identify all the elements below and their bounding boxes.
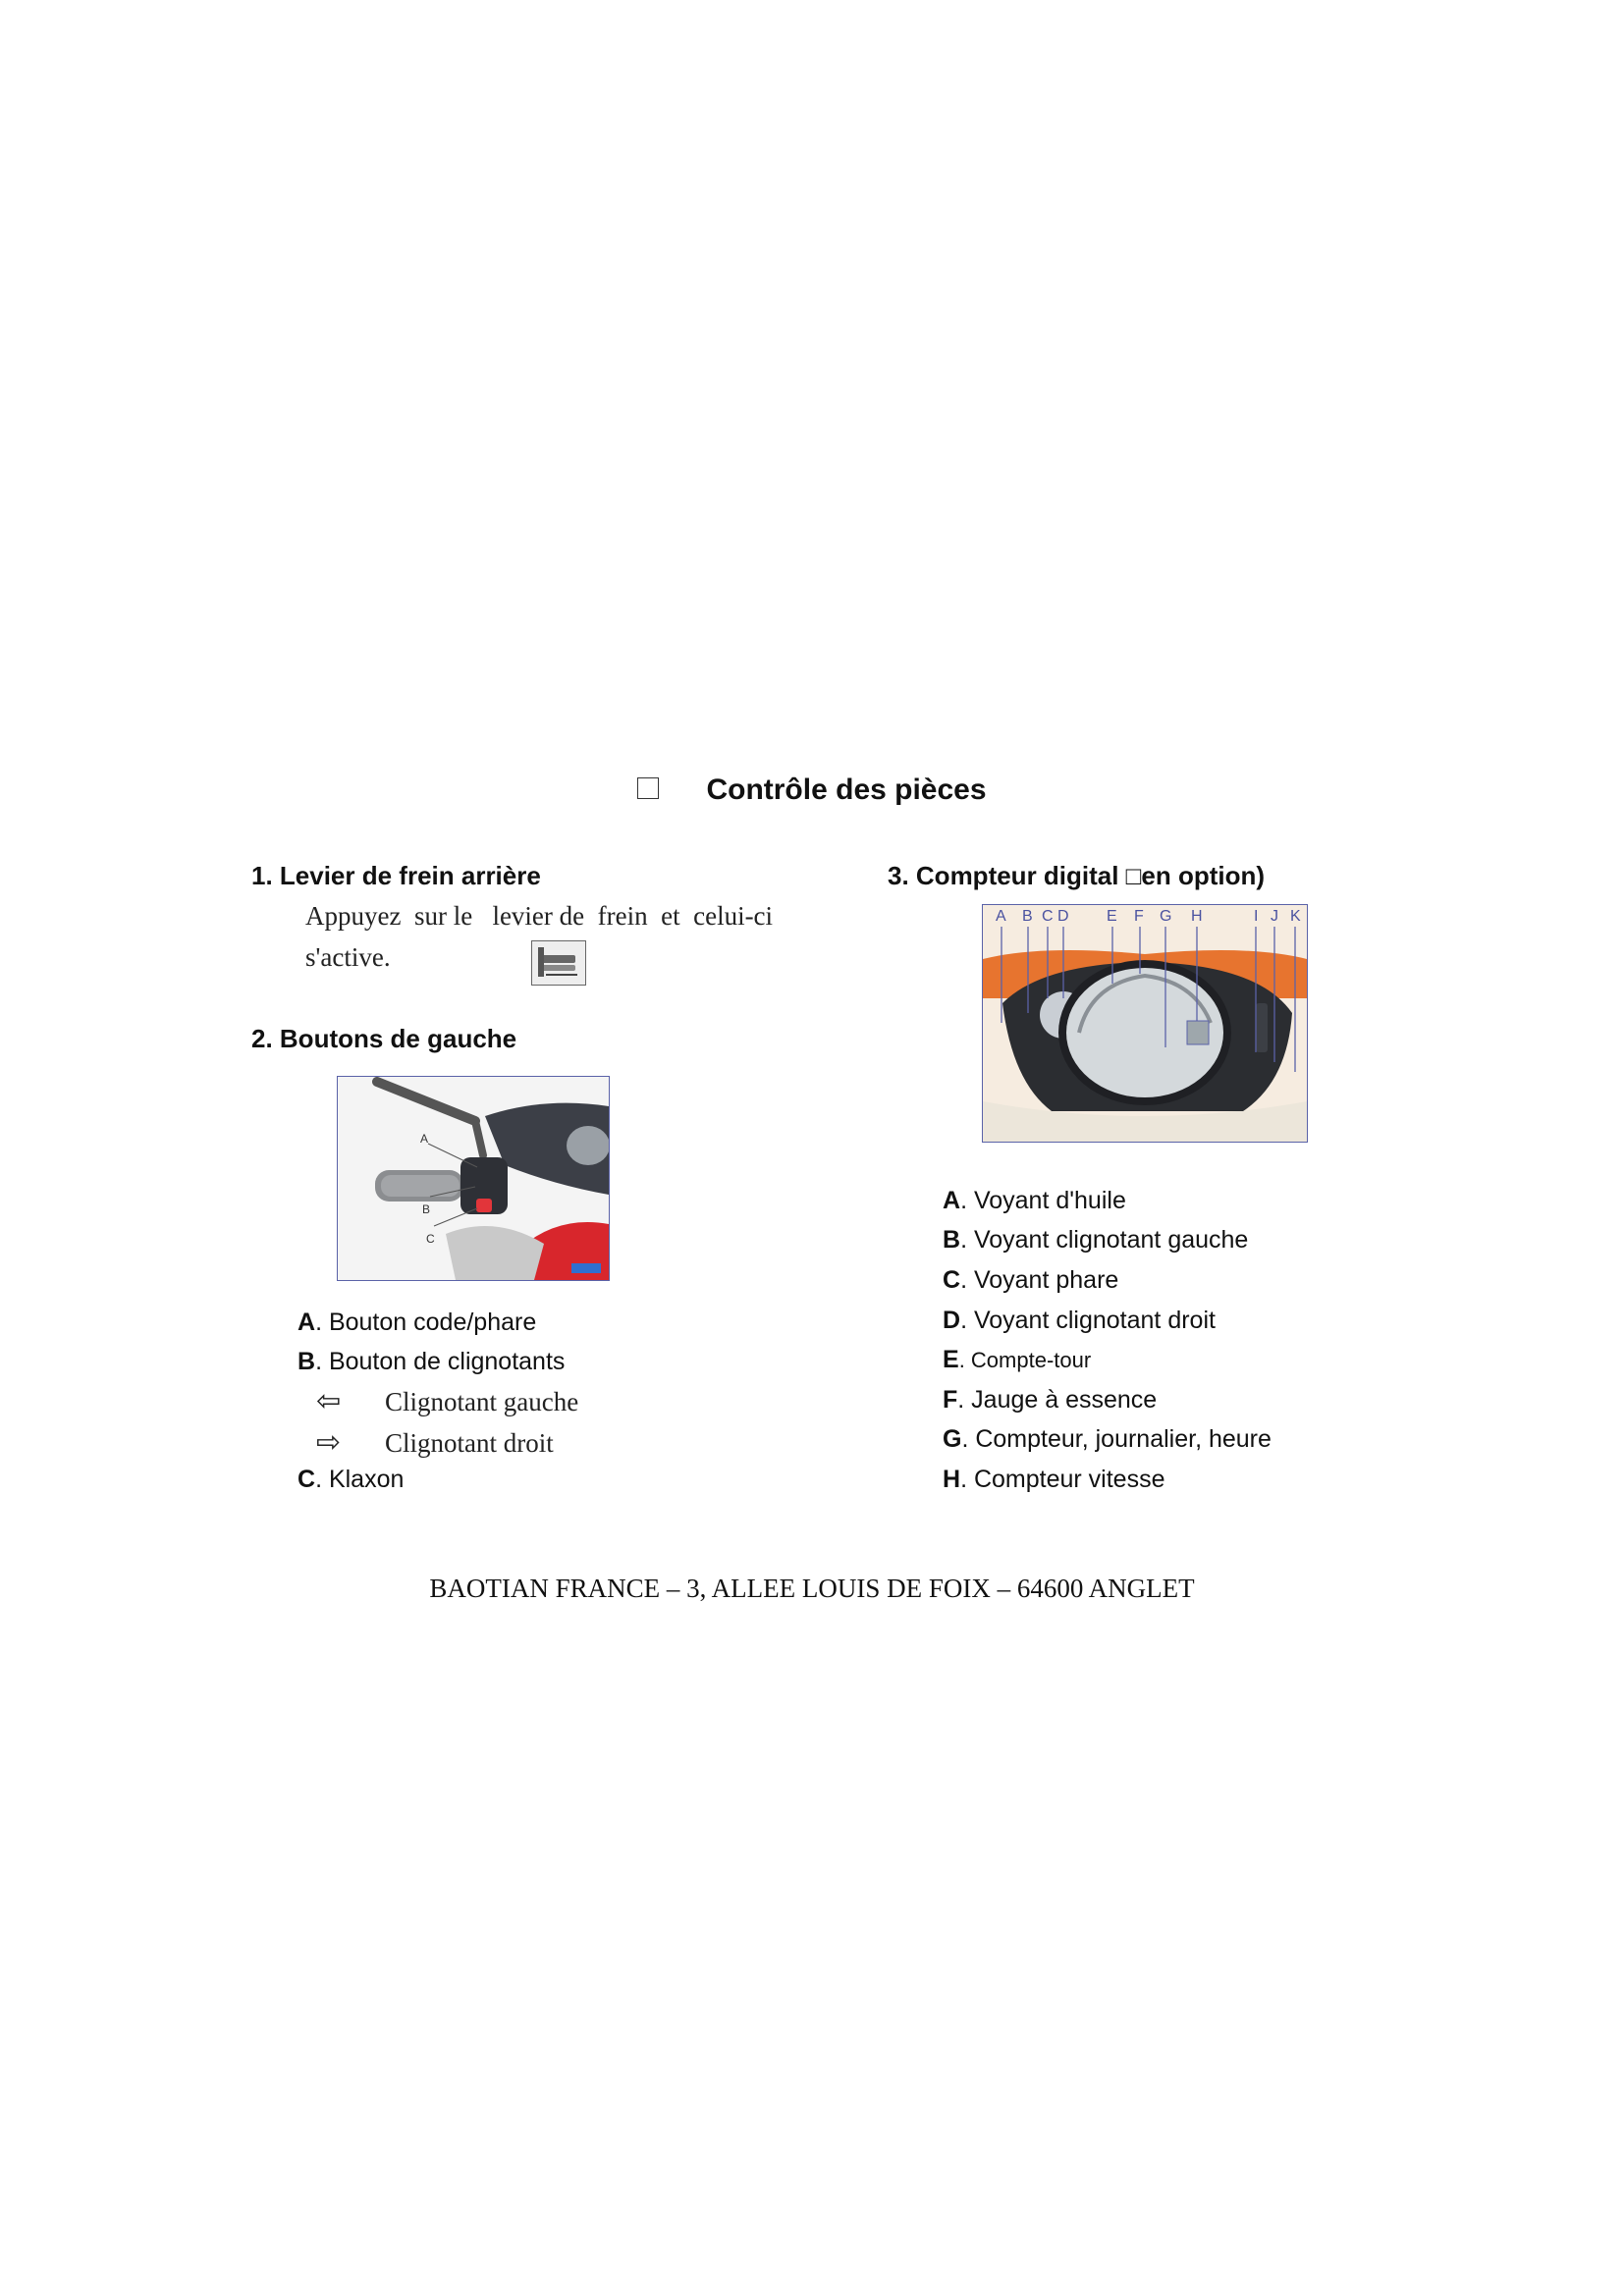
item-text: . Compte-tour (958, 1348, 1092, 1372)
list-item (298, 1466, 404, 1494)
item-letter: E (943, 1346, 959, 1373)
item-text: . Voyant phare (960, 1266, 1119, 1294)
item-text: . Jauge à essence (957, 1386, 1158, 1414)
item-text: . Klaxon (315, 1466, 405, 1493)
figure-label-f: F (1134, 908, 1144, 925)
arrow-left-icon: ⇦ (316, 1384, 342, 1418)
item-letter: F (943, 1386, 958, 1414)
item-letter: B (943, 1226, 961, 1254)
list-item (943, 1307, 1216, 1335)
figure-label-i: I (1254, 908, 1259, 925)
section-3-heading: 3. Compteur digital □en option) (888, 861, 1266, 890)
list-item (943, 1466, 1164, 1494)
figure-label-g: G (1160, 908, 1172, 925)
figure-label-d: D (1057, 908, 1069, 925)
figure-label-a: A (996, 908, 1006, 925)
list-item (298, 1348, 565, 1376)
item-letter: C (298, 1466, 316, 1493)
section-2-heading: 2. Boutons de gauche (251, 1024, 517, 1053)
list-item (298, 1308, 536, 1337)
figure-label-k: K (1290, 908, 1301, 925)
figure-label-a: A (420, 1132, 429, 1146)
figure-label-b: B (422, 1202, 431, 1216)
sub-item-text: Clignotant gauche (385, 1387, 579, 1416)
gauge-labels (983, 908, 1307, 928)
list-item (943, 1386, 1157, 1415)
section-1-heading: 1. Levier de frein arrière (251, 861, 541, 890)
sub-item-right-turn (316, 1425, 554, 1460)
brake-lever-icon (531, 940, 586, 986)
checkbox-icon (637, 777, 659, 799)
item-letter: B (298, 1348, 316, 1375)
list-item (943, 1425, 1272, 1454)
page-footer: BAOTIAN FRANCE – 3, ALLEE LOUIS DE FOIX – 64600 ANGLET (429, 1574, 1195, 1603)
figure-label-j: J (1271, 908, 1278, 925)
item-text: . Voyant clignotant droit (960, 1307, 1216, 1334)
page-title: Contrôle des pièces (0, 774, 1624, 807)
item-text: . Bouton de clignotants (315, 1348, 566, 1375)
item-text: . Compteur vitesse (960, 1466, 1165, 1493)
sub-item-left-turn (316, 1384, 578, 1418)
arrow-right-icon: ⇨ (316, 1425, 342, 1460)
section-1-text-line-2: s'active. (305, 942, 391, 972)
figure-label-b: B (1022, 908, 1033, 925)
figure-label-c: C (426, 1232, 435, 1246)
figure-label-h: H (1191, 908, 1203, 925)
item-letter: C (943, 1266, 961, 1294)
figure-label-e: E (1107, 908, 1117, 925)
item-letter: H (943, 1466, 961, 1493)
sub-item-text: Clignotant droit (385, 1428, 554, 1458)
item-text: . Voyant d'huile (960, 1187, 1126, 1214)
item-letter: A (943, 1187, 961, 1214)
dashboard-photo (982, 904, 1308, 1143)
list-item (943, 1346, 1091, 1374)
handlebar-photo (337, 1076, 610, 1281)
item-letter: A (298, 1308, 316, 1336)
item-letter: G (943, 1425, 962, 1453)
list-item (943, 1266, 1118, 1295)
list-item (943, 1187, 1126, 1215)
section-1-text-line-1: Appuyez sur le levier de frein et celui-ci (305, 901, 774, 931)
item-letter: D (943, 1307, 961, 1334)
item-text: . Voyant clignotant gauche (960, 1226, 1249, 1254)
figure-label-c: C (1042, 908, 1054, 925)
item-text: . Compteur, journalier, heure (961, 1425, 1272, 1453)
list-item (943, 1226, 1248, 1255)
item-text: . Bouton code/phare (315, 1308, 537, 1336)
